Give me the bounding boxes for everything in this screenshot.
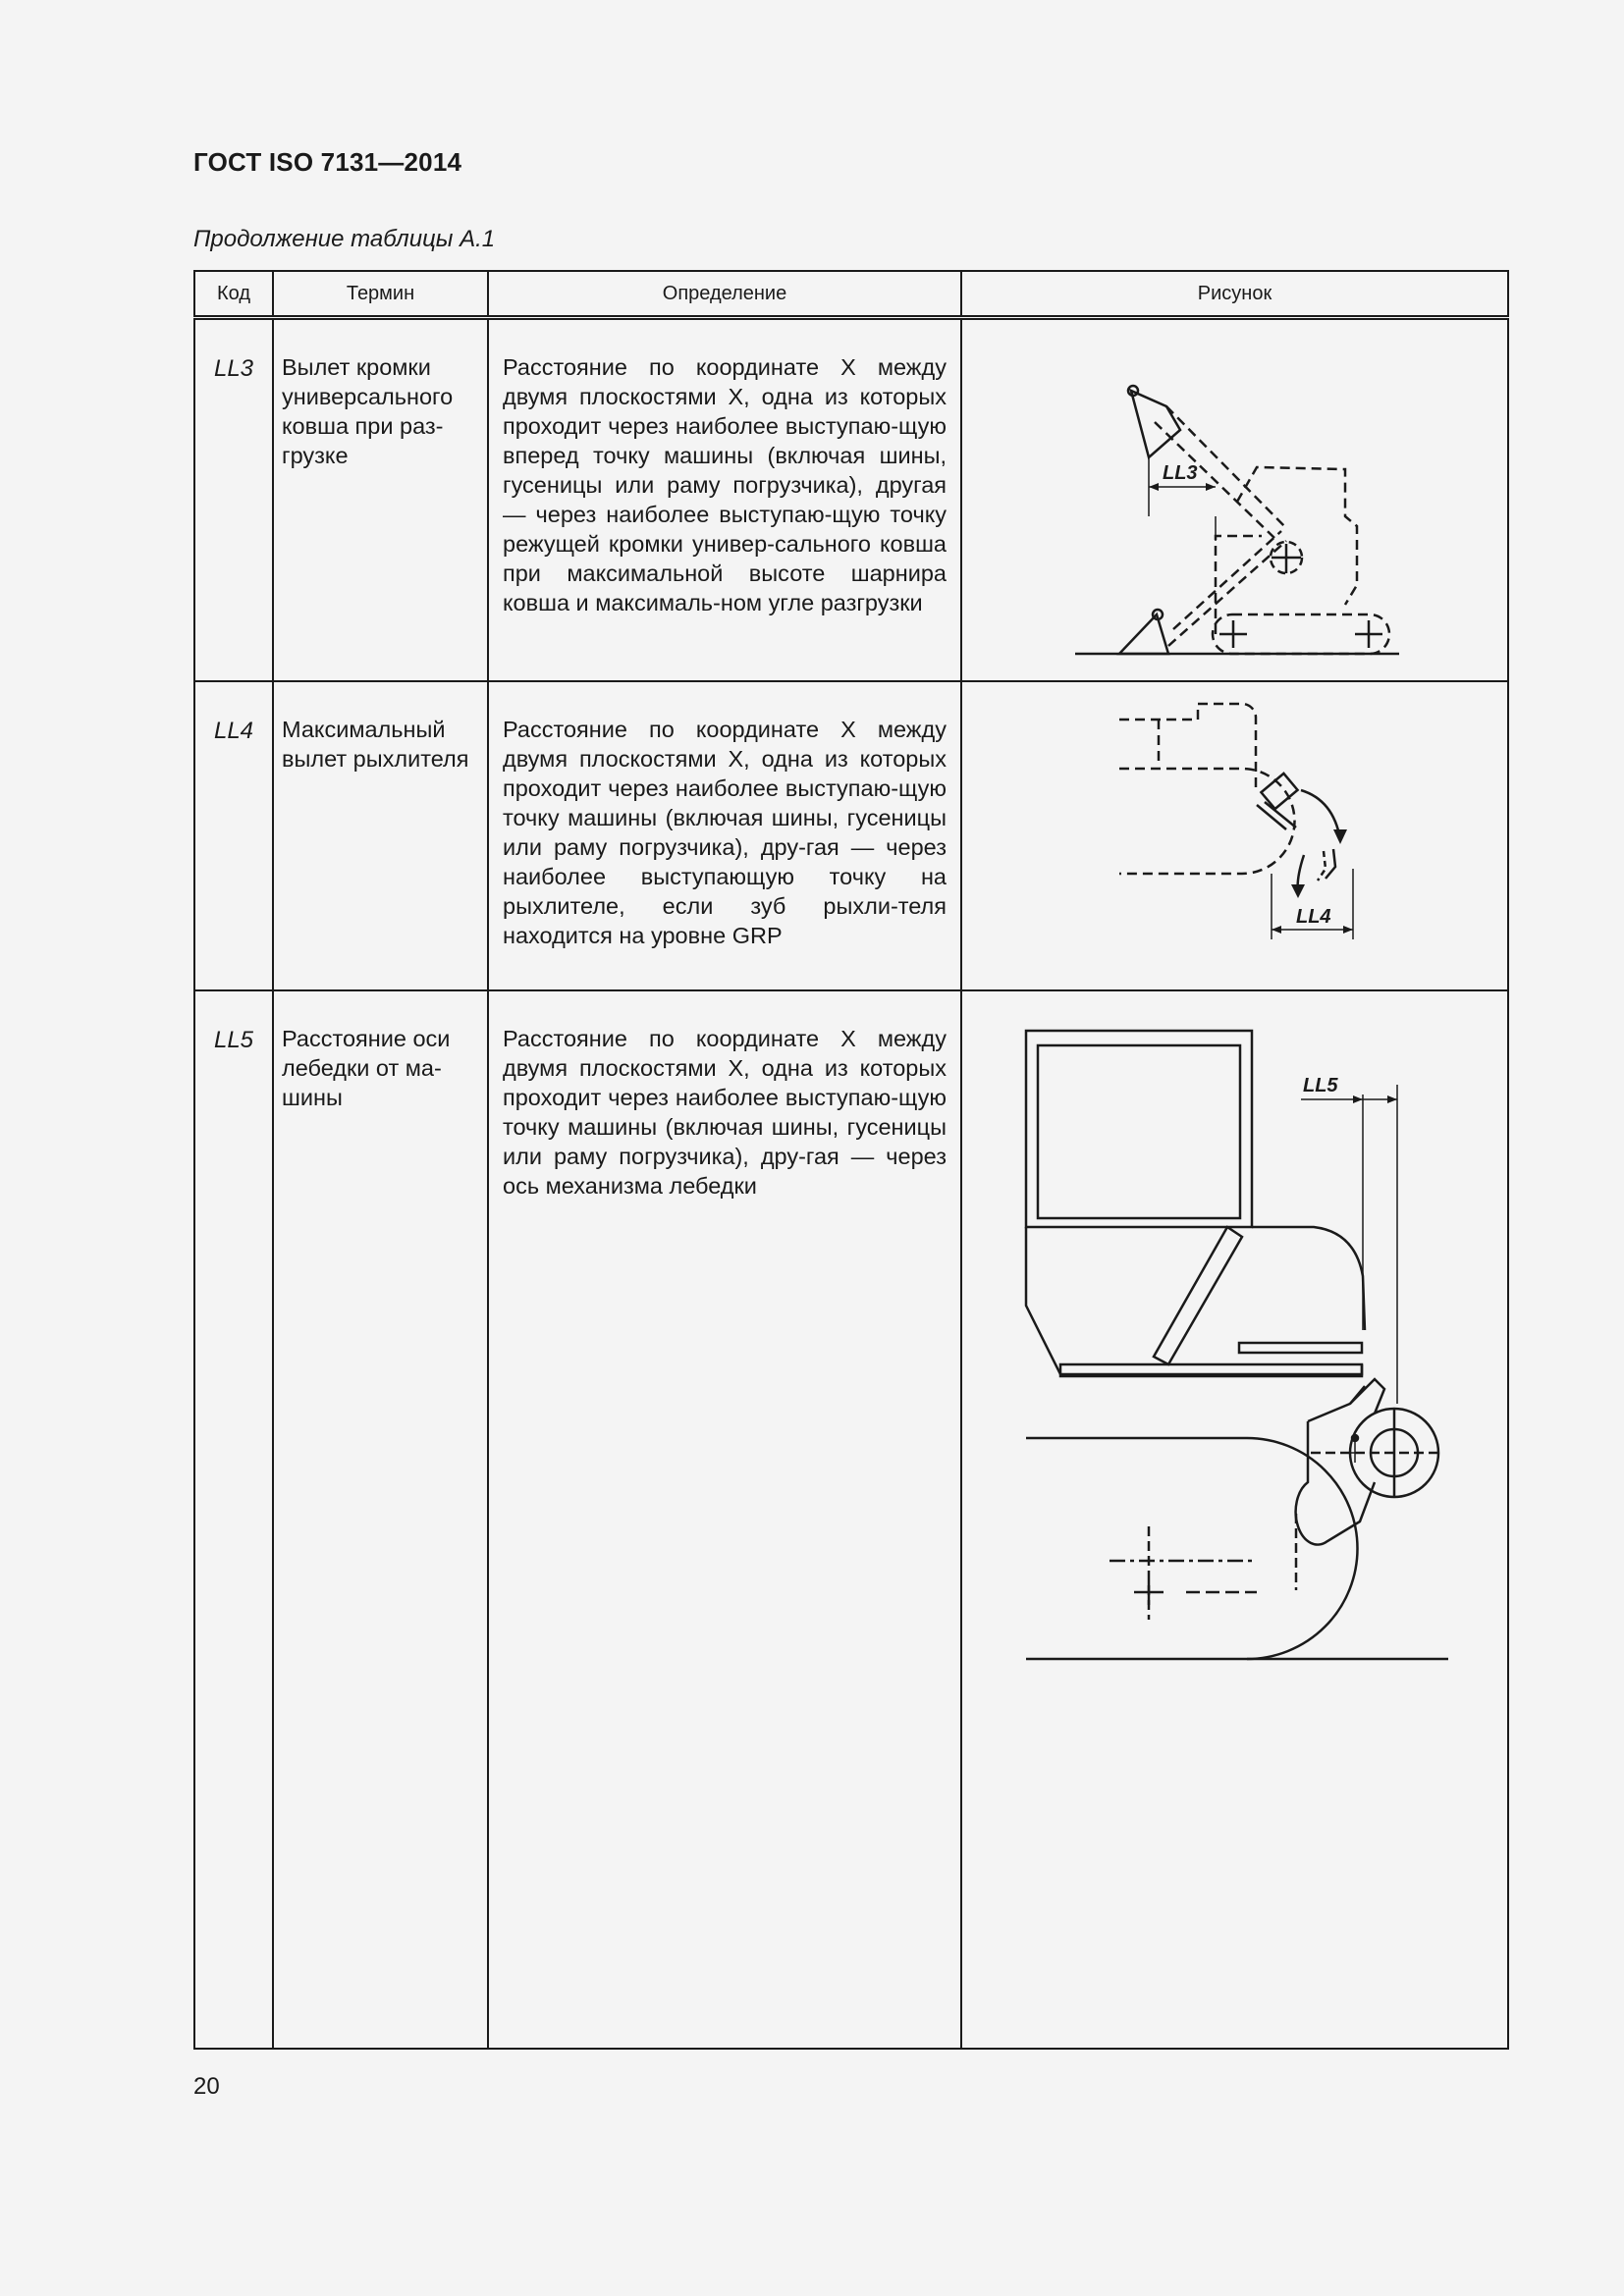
row-code: LL5 (194, 990, 273, 2049)
table-row (194, 318, 1508, 681)
dimension-label-ll4: LL4 (1296, 905, 1331, 928)
column-header-definition: Определение (488, 271, 961, 318)
figure-cell (961, 681, 1508, 990)
loader-bucket-figure (962, 320, 1509, 683)
row-term: Вылет кромки универсального ковша при раз-грузке (273, 318, 488, 681)
figure-cell (961, 990, 1508, 2049)
dimension-label-ll5: LL5 (1303, 1074, 1338, 1096)
row-term: Максимальный вылет рыхлителя (273, 681, 488, 990)
row-definition: Расстояние по координате X между двумя плоскостями X, одна из которых проходит через наиболее выступаю-щую точку машины (включая шины, гусеницы или раму погрузчика), дру-гая — через наиболее выступающую точку на рыхлителе, если зуб рыхли-теля находится на уровне GRP (488, 681, 961, 990)
row-definition: Расстояние по координате X между двумя плоскостями X, одна из которых проходит через наиболее выступаю-щую вперед точку машины (включая шины, гусеницы или раму погрузчика), другая — через наиболее выступаю-щую точку режущей кромки универ-сального ковша при максимальной высоте шарнира ковша и максималь-ном угле разгрузки (488, 318, 961, 681)
page-number: 20 (193, 2073, 220, 2100)
table-caption: Продолжение таблицы А.1 (193, 226, 496, 252)
row-definition: Расстояние по координате X между двумя плоскостями X, одна из которых проходит через наиболее выступаю-щую точку машины (включая шины, гусеницы или раму погрузчика), дру-гая — через ось механизма лебедки (488, 990, 961, 2049)
ripper-figure (962, 682, 1509, 991)
table-header-row (194, 271, 1508, 318)
table-row (194, 990, 1508, 2049)
row-term: Расстояние оси лебедки от ма-шины (273, 990, 488, 2049)
table-row (194, 681, 1508, 990)
row-code: LL3 (194, 318, 273, 681)
figure-cell (961, 318, 1508, 681)
column-header-term: Термин (273, 271, 488, 318)
column-header-code: Код (194, 271, 273, 318)
column-header-figure: Рисунок (961, 271, 1508, 318)
row-code: LL4 (194, 681, 273, 990)
winch-figure (962, 991, 1509, 2050)
document-title: ГОСТ ISO 7131—2014 (193, 147, 462, 177)
terms-table (193, 270, 1509, 2050)
dimension-label-ll3: LL3 (1163, 462, 1198, 484)
